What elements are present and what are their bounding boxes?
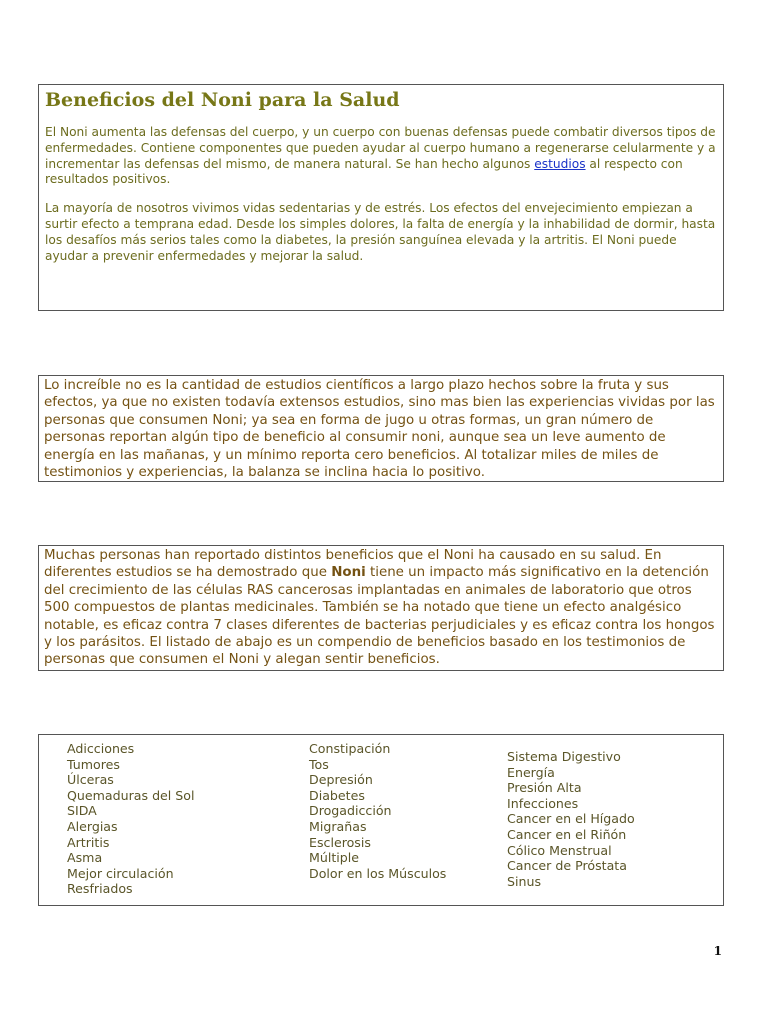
intro-section: [38, 84, 724, 311]
benefits-column-2: [309, 741, 446, 881]
studies-text-end: tiene un impacto más significativo en la detención del crecimiento de las células RAS cancerosas implantadas en animales de laboratorio que otros 500 compuestos de plantas medicinales. También se ha notado que tiene un efecto analgésico notable, es eficaz contra 7 clases diferentes de bacterias perjudiciales y es eficaz contra los hongos y los parásitos. El listado de abajo es un compendio de beneficios basado en los testimonios de personas que consumen el Noni y alegan sentir beneficios.: [44, 565, 715, 668]
benefit-item: Diabetes: [309, 787, 365, 803]
page-title: Beneficios del Noni para la Salud: [45, 89, 400, 111]
benefit-item: Mejor circulación: [67, 865, 174, 881]
benefit-item: Úlceras: [67, 772, 114, 788]
benefit-item: Drogadicción: [309, 803, 392, 819]
lifestyle-paragraph: La mayoría de nosotros vivimos vidas sedentarias y de estrés. Los efectos del envejecimiento empiezan a surtir efecto a temprana edad. Desde los simples dolores, la falta de energía y la inhabilidad de dormir, hasta los desafíos más serios tales como la diabetes, la presión sanguínea elevada y la artritis. El Noni puede ayudar a prevenir enfermedades y mejorar la salud.: [45, 201, 716, 263]
benefits-column-1: [67, 741, 195, 897]
experiences-section: [38, 375, 724, 482]
benefit-item: Migrañas: [309, 818, 367, 834]
experiences-paragraph: Lo increíble no es la cantidad de estudios científicos a largo plazo hechos sobre la fruta y sus efectos, ya que no existen todavía extensos estudios, sino mas bien las experiencias vividas por las personas que consumen Noni; ya sea en forma de jugo u otras formas, un gran número de personas reportan algún tipo de beneficio al consumir noni, aunque sea un leve aumento de energía en las mañanas, y un mínimo reporta cero beneficios. Al totalizar miles de miles de testimonios y experiencias, la balanza se inclina hacia lo positivo.: [44, 378, 715, 481]
benefit-item: Sinus: [507, 873, 542, 889]
benefit-item: Quemaduras del Sol: [67, 787, 195, 803]
estudios-link[interactable]: estudios: [534, 156, 586, 171]
benefit-item: Infecciones: [507, 795, 579, 811]
noni-bold: Noni: [331, 565, 366, 581]
benefit-item: Alergias: [67, 818, 118, 834]
benefits-list-section: [38, 734, 724, 906]
benefit-item: Esclerosis: [309, 834, 371, 850]
benefit-item: Cancer en el Hígado: [507, 811, 635, 827]
benefit-item: Constipación: [309, 741, 391, 756]
benefit-item: Presión Alta: [507, 780, 582, 796]
studies-text: Muchas personas han reportado distintos beneficios que el Noni ha causado en su salud. En diferentes estudios se ha demostrado que: [44, 548, 662, 581]
benefit-item: Cólico Menstrual: [507, 842, 612, 858]
benefit-item: Adicciones: [67, 741, 135, 756]
benefits-column-3: [507, 749, 635, 889]
page-number: 1: [713, 944, 722, 958]
benefit-item: Artritis: [67, 834, 110, 850]
benefit-item: Cancer de Próstata: [507, 858, 627, 874]
benefit-item: Múltiple: [309, 850, 360, 866]
benefit-item: SIDA: [67, 803, 97, 819]
benefit-item: Dolor en los Músculos: [309, 865, 447, 881]
benefit-item: Tumores: [67, 756, 120, 772]
studies-paragraph: [44, 547, 718, 669]
studies-section: [38, 545, 724, 671]
benefit-item: Cancer en el Riñón: [507, 826, 627, 842]
intro-text-end: al respecto con resultados positivos.: [45, 156, 683, 187]
benefit-item: Energía: [507, 764, 555, 780]
benefit-item: Depresión: [309, 772, 373, 788]
benefit-item: Resfriados: [67, 881, 133, 897]
benefit-item: Sistema Digestivo: [507, 749, 621, 764]
benefit-item: Tos: [309, 756, 329, 772]
benefit-item: Asma: [67, 850, 103, 866]
intro-text: El Noni aumenta las defensas del cuerpo, y un cuerpo con buenas defensas puede combatir diversos tipos de enfermedades. Contiene componentes que pueden ayudar al cuerpo humano a regenerarse celularmente y a incrementar las defensas del mismo, de manera natural. Se han hecho algunos: [45, 125, 716, 171]
intro-paragraph: [45, 125, 717, 188]
